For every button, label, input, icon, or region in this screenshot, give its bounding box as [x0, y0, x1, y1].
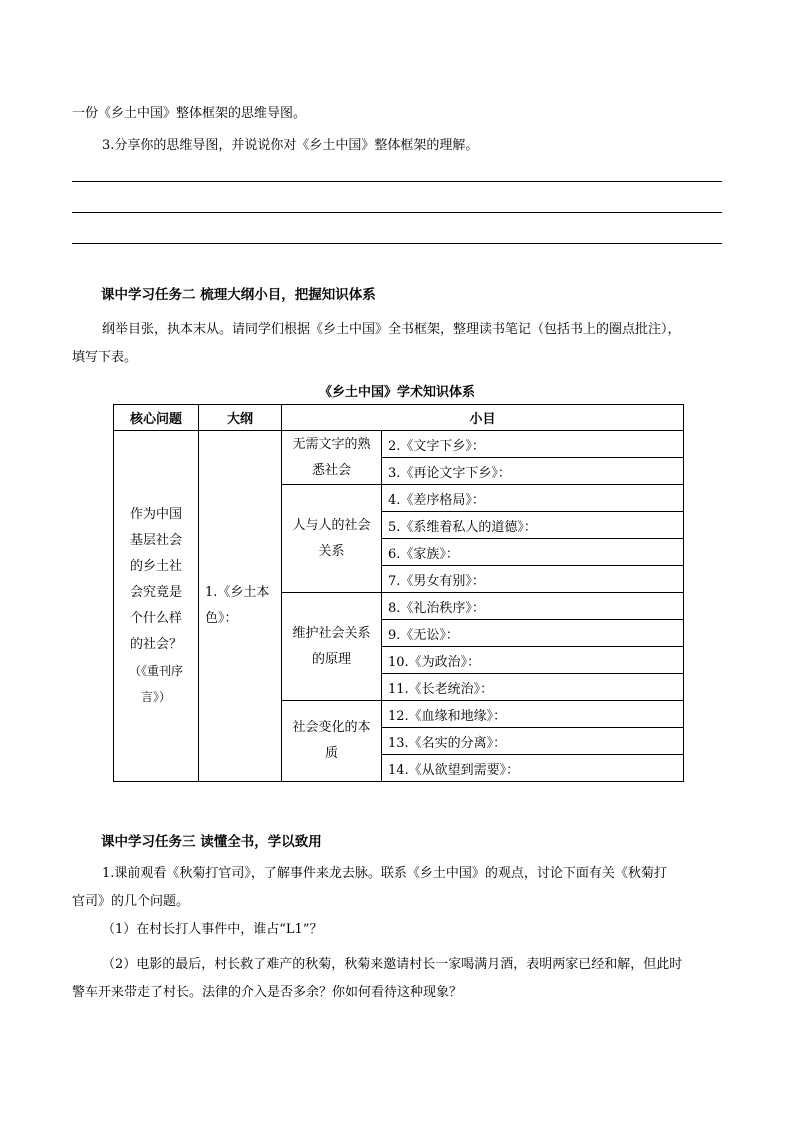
core-question-source: 言》）	[140, 690, 171, 704]
sub-item-cell: 12.《血缘和地缘》：	[382, 701, 684, 728]
table-caption: 《乡土中国》学术知识体系	[318, 385, 475, 400]
header-sub-items: 小目	[282, 405, 684, 431]
sub-item-cell: 14.《从欲望到需要》：	[382, 755, 684, 782]
task3-q1-line-2: 官司》的几个问题。	[72, 894, 190, 909]
sub-item-cell: 10.《为政治》：	[382, 647, 684, 674]
task3-heading: 课中学习任务三 读懂全书，学以致用	[101, 834, 322, 850]
answer-line	[72, 243, 722, 244]
answer-line	[72, 212, 722, 213]
group-cell	[282, 701, 382, 782]
group-cell	[282, 431, 382, 485]
sub-item-cell: 11.《长老统治》：	[382, 674, 684, 701]
sub-item-cell: 6.《家族》：	[382, 539, 684, 566]
table-row	[114, 431, 684, 458]
outline-line: 色》：	[205, 611, 238, 626]
group-line: 悉社会	[311, 462, 351, 478]
sub-item-cell: 5.《系维着私人的道德》：	[382, 512, 684, 539]
group-line: 人与人的社会	[292, 517, 371, 533]
header-core-question: 核心问题	[114, 405, 199, 431]
group-line: 维护社会关系	[292, 625, 371, 641]
group-line: 社会变化的本	[292, 720, 371, 735]
core-question-line: 个什么样	[129, 611, 182, 626]
sub-item-cell: 2.《文字下乡》：	[382, 431, 684, 458]
task3-sub-question-1: （1）在村长打人事件中，谁占“L1”？	[102, 922, 323, 937]
group-cell	[282, 485, 382, 593]
core-question-line: 会究竟是	[129, 585, 182, 600]
core-question-line: 的社会？	[129, 637, 182, 652]
task2-paragraph-line-2: 填写下表。	[72, 350, 138, 365]
sub-item-cell: 4.《差序格局》：	[382, 485, 684, 512]
answer-line	[72, 181, 722, 182]
intro-line-2: 3.分享你的思维导图，并说说你对《乡土中国》整体框架的理解。	[102, 138, 479, 153]
sub-item-cell: 7.《男女有别》：	[382, 566, 684, 593]
sub-item-cell: 8.《礼治秩序》：	[382, 593, 684, 620]
task3-sub-question-2-line-2: 警车开来带走了村长。法律的介入是否多余？你如何看待这种现象？	[72, 985, 463, 1000]
task3-q1-line-1: 1.课前观看《秋菊打官司》，了解事件来龙去脉。联系《乡土中国》的观点，讨论下面有关《秋菊打	[102, 866, 667, 881]
outline-line: 1.《乡土本	[205, 585, 270, 600]
knowledge-table	[113, 404, 684, 782]
group-line: 无需文字的熟	[292, 436, 371, 452]
header-outline: 大纲	[199, 405, 282, 431]
group-line: 质	[324, 746, 338, 761]
sub-item-cell: 13.《名实的分离》：	[382, 728, 684, 755]
task2-paragraph-line-1: 纲举目张，执本末从。请同学们根据《乡土中国》全书框架，整理读书笔记（包括书上的圈点批注），	[102, 322, 681, 337]
task2-heading: 课中学习任务二 梳理大纲小目，把握知识体系	[101, 287, 376, 303]
group-line: 关系	[318, 543, 345, 559]
group-cell	[282, 593, 382, 701]
sub-item-cell: 3.《再论文字下乡》：	[382, 458, 684, 485]
core-question-line: 作为中国	[129, 507, 182, 522]
outline-cell	[199, 431, 282, 782]
core-question-cell	[114, 431, 199, 782]
core-question-line: 的乡土社	[129, 559, 182, 574]
core-question-source: （《重刊序	[128, 664, 183, 678]
task3-sub-question-2-line-1: （2）电影的最后，村长救了难产的秋菊，秋菊来邀请村长一家喝满月酒，表明两家已经和解，但此时	[102, 957, 683, 972]
sub-item-cell: 9.《无讼》：	[382, 620, 684, 647]
intro-line-1: 一份《乡土中国》整体框架的思维导图。	[72, 106, 307, 121]
core-question-line: 基层社会	[129, 533, 182, 548]
group-line: 的原理	[311, 651, 351, 667]
table-header-row	[114, 405, 684, 431]
